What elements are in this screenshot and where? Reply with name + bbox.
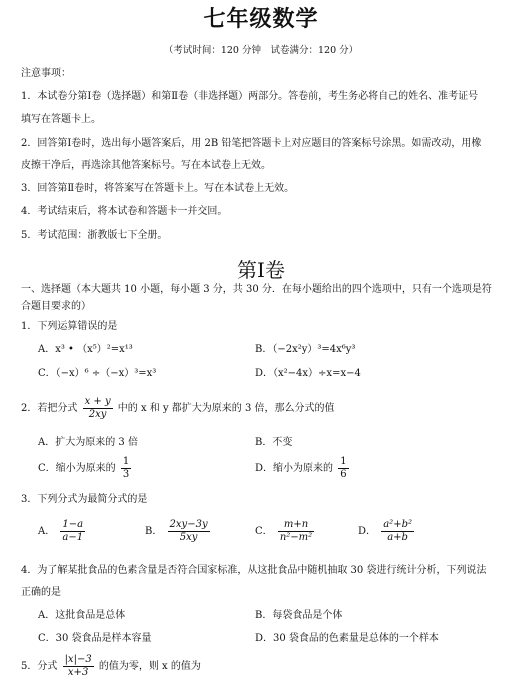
q1-option-b: B．（−2x²y）³=4x⁶y³ xyxy=(255,344,356,355)
note-2a: 2．回答第Ⅰ卷时，选出每小题答案后，用 2B 铅笔把答题卡上对应题目的答案标号涂黑。如需改动，用橡 xyxy=(21,138,482,149)
q3-a-denominator: a−1 xyxy=(62,532,84,543)
q2-c-denominator: 3 xyxy=(122,469,130,480)
part1-heading: 一、选择题（本大题共 10 小题，每小题 3 分，共 30 分．在每小题给出的四个选项中，只有一个选项是符 xyxy=(21,284,492,295)
q5-fraction xyxy=(63,654,94,679)
q4-option-d: D．30 袋食品的色素量是总体的一个样本 xyxy=(255,633,439,644)
q3-d-numerator: a²+b² xyxy=(383,519,412,530)
q2-option-a: A．扩大为原来的 3 倍 xyxy=(38,437,138,448)
q3-option-a xyxy=(38,519,87,544)
q3-c-fraction xyxy=(278,519,314,544)
page-title: 七年级数学 xyxy=(203,6,319,32)
question-4-stem: 4．为了解某批食品的色素含量是否符合国家标准，从这批食品中随机抽取 30 袋进行统计分析，下列说法 xyxy=(21,565,487,576)
q2-fraction-numerator: x + y xyxy=(84,396,111,407)
q5-stem-pre: 5．分式 xyxy=(21,661,58,672)
q3-d-label: D． xyxy=(358,526,377,537)
q3-option-d xyxy=(358,519,416,544)
q4-option-b: B．每袋食品是个体 xyxy=(255,610,343,621)
q2-option-b: B．不变 xyxy=(255,437,293,448)
q2-option-c-fraction xyxy=(121,456,131,481)
q2-d-denominator: 6 xyxy=(340,469,347,480)
q3-b-label: B． xyxy=(145,526,163,537)
q2-fraction xyxy=(83,396,113,421)
q2-option-c-text: C．缩小为原来的 xyxy=(38,463,116,474)
q5-fraction-denominator: x+3 xyxy=(63,666,94,679)
q3-a-fraction xyxy=(60,519,85,544)
note-1b: 填写在答题卡上。 xyxy=(21,114,101,125)
q3-a-numerator: 1−a xyxy=(62,519,84,530)
q2-option-d-text: D．缩小为原来的 xyxy=(255,463,334,474)
q5-stem-post: 的值为零，则 x 的值为 xyxy=(98,661,201,672)
q3-c-denominator: n²−m² xyxy=(279,532,313,543)
q1-option-d: D．（x²−4x）÷x=x−4 xyxy=(255,368,361,379)
question-2-stem xyxy=(21,396,335,421)
note-2b: 皮擦干净后，再选涂其他答案标号。写在本试卷上无效。 xyxy=(21,160,271,171)
note-3: 3．回答第Ⅱ卷时，将答案写在答题卡上。写在本试卷上无效。 xyxy=(21,183,295,194)
q4-option-c: C．30 袋食品是样本容量 xyxy=(38,633,152,644)
q2-option-d-fraction xyxy=(338,456,348,481)
q2-option-c xyxy=(38,456,133,481)
exam-info: （考试时间：120 分钟 试卷满分：120 分） xyxy=(163,45,359,56)
note-5: 5．考试范围：浙教版七下全册。 xyxy=(21,230,168,241)
question-1-stem: 1．下列运算错误的是 xyxy=(21,321,118,332)
notes-heading: 注意事项： xyxy=(21,68,71,79)
question-3-stem: 3．下列分式为最简分式的是 xyxy=(21,494,148,505)
q3-option-c xyxy=(255,519,316,544)
q3-b-denominator: 5xy xyxy=(168,531,210,544)
q2-stem-post: 中的 x 和 y 都扩大为原来的 3 倍，那么分式的值 xyxy=(117,403,335,414)
part1-heading-cont: 合题目要求的） xyxy=(21,301,91,312)
q1-option-c: C．（−x）⁶ ÷（−x）³=x³ xyxy=(38,368,157,379)
question-4-stem-cont: 正确的是 xyxy=(21,587,61,598)
q3-c-label: C． xyxy=(255,526,273,537)
section-title: 第Ⅰ卷 xyxy=(237,258,285,282)
q2-c-numerator: 1 xyxy=(122,456,130,467)
q3-b-numerator: 2xy−3y xyxy=(169,519,208,530)
q4-option-a: A．这批食品是总体 xyxy=(38,610,126,621)
q3-a-label: A． xyxy=(38,526,56,537)
q3-option-b xyxy=(145,519,212,544)
q3-c-numerator: m+n xyxy=(283,519,309,530)
q2-fraction-denominator: 2xy xyxy=(83,408,113,421)
q2-option-d xyxy=(255,456,351,481)
q2-d-numerator: 1 xyxy=(340,456,347,467)
q3-d-denominator: a+b xyxy=(381,531,414,544)
q2-stem-pre: 2．若把分式 xyxy=(21,403,78,414)
note-4: 4．考试结束后，将本试卷和答题卡一并交回。 xyxy=(21,206,228,217)
q1-option-a: A．x³ • （x⁵）²=x¹³ xyxy=(38,344,133,355)
note-1a: 1．本试卷分第Ⅰ卷（选择题）和第Ⅱ卷（非选择题）两部分。答卷前，考生务必将自己的姓名、准考证号 xyxy=(21,91,479,102)
q3-d-fraction xyxy=(381,519,414,544)
question-5-stem xyxy=(21,654,201,679)
q5-fraction-numerator: |x|−3 xyxy=(64,654,92,665)
q3-b-fraction xyxy=(168,519,210,544)
